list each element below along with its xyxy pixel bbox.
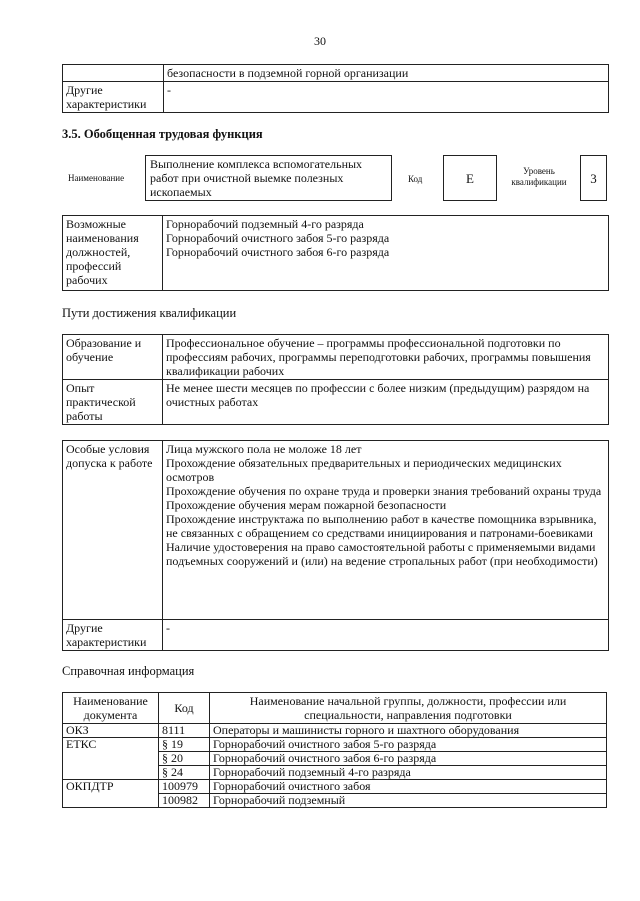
function-name-value: Выполнение комплекса вспомогательных работ при очистной выемке полезных ископаемых xyxy=(150,157,363,199)
reference-name-cell: Горнорабочий подземный 4-го разряда xyxy=(210,766,607,780)
paths-row-value: Не менее шести месяцев по профессии с более низким (предыдущим) разрядом на очистных работах xyxy=(163,380,609,425)
positions-item: Горнорабочий подземный 4-го разряда xyxy=(166,217,364,231)
reference-code-cell: § 20 xyxy=(159,752,210,766)
function-name-box xyxy=(145,155,392,201)
name-label: Наименование xyxy=(68,173,125,183)
conditions-item: Прохождение обязательных предварительных и периодических медицинских осмотров xyxy=(166,456,562,484)
reference-header-doc: Наименование документа xyxy=(63,693,159,724)
conditions-table xyxy=(62,440,609,651)
paths-row-label: Опыт практической работы xyxy=(63,380,163,425)
reference-name-cell: Горнорабочий очистного забоя 6-го разряда xyxy=(210,752,607,766)
section-title: 3.5. Обобщенная трудовая функция xyxy=(62,127,263,141)
reference-doc-cell: ЕТКС xyxy=(63,738,159,780)
reference-name-cell: Горнорабочий очистного забоя 5-го разряда xyxy=(210,738,607,752)
reference-code-cell: § 24 xyxy=(159,766,210,780)
top-table-empty-cell xyxy=(63,65,164,82)
reference-code-cell: 100982 xyxy=(159,794,210,808)
positions-label: Возможные наименования должностей, профессий рабочих xyxy=(63,216,163,291)
reference-doc-cell: ОКПДТР xyxy=(63,780,159,808)
positions-item: Горнорабочий очистного забоя 5-го разряда xyxy=(166,231,390,245)
reference-header-name: Наименование начальной группы, должности, профессии или специальности, направления подготовки xyxy=(210,693,607,724)
reference-code-cell: 8111 xyxy=(159,724,210,738)
reference-name-cell: Горнорабочий подземный xyxy=(210,794,607,808)
reference-table xyxy=(62,692,607,808)
top-table-row2-value: - xyxy=(164,82,609,113)
conditions-list xyxy=(163,441,609,620)
reference-title: Справочная информация xyxy=(62,664,195,678)
top-table xyxy=(62,64,609,113)
page-number: 30 xyxy=(314,34,326,48)
conditions-item: Прохождение обучения мерам пожарной безопасности xyxy=(166,498,447,512)
conditions-item: Прохождение обучения по охране труда и проверки знания требований охраны труда xyxy=(166,484,602,498)
reference-header-code: Код xyxy=(159,693,210,724)
positions-list xyxy=(163,216,609,291)
reference-code-cell: § 19 xyxy=(159,738,210,752)
level-label: Уровень квалификации xyxy=(511,166,567,187)
positions-table xyxy=(62,215,609,291)
reference-code-cell: 100979 xyxy=(159,780,210,794)
conditions-other-label: Другие характеристики xyxy=(63,620,163,651)
top-table-row1-value: безопасности в подземной горной организации xyxy=(164,65,609,82)
conditions-item: Прохождение инструктажа по выполнению работ в качестве помощника взрывника, не связанных с обращением со средствами инициирования и патронами-боевиками xyxy=(166,512,597,540)
conditions-label: Особые условия допуска к работе xyxy=(63,441,163,620)
paths-table xyxy=(62,334,609,425)
level-value: 3 xyxy=(580,155,607,201)
reference-name-cell: Операторы и машинисты горного и шахтного оборудования xyxy=(210,724,607,738)
top-table-row2-label: Другие характеристики xyxy=(63,82,164,113)
paths-title: Пути достижения квалификации xyxy=(62,306,237,320)
paths-row-label: Образование и обучение xyxy=(63,335,163,380)
conditions-item: Лица мужского пола не моложе 18 лет xyxy=(166,442,362,456)
conditions-other-value: - xyxy=(163,620,609,651)
paths-row-value: Профессиональное обучение – программы профессиональной подготовки по профессиям рабочих, программы переподготовки рабочих, программы повышения квалификации рабочих xyxy=(163,335,609,380)
code-value: E xyxy=(443,155,497,201)
reference-name-cell: Горнорабочий очистного забоя xyxy=(210,780,607,794)
positions-item: Горнорабочий очистного забоя 6-го разряда xyxy=(166,245,390,259)
conditions-item: Наличие удостоверения на право самостоятельной работы с применяемыми видами подъемных сооружений и (или) на ведение стропальных работ (при необходимости) xyxy=(166,540,598,568)
reference-doc-cell: ОКЗ xyxy=(63,724,159,738)
code-label: Код xyxy=(408,174,423,184)
